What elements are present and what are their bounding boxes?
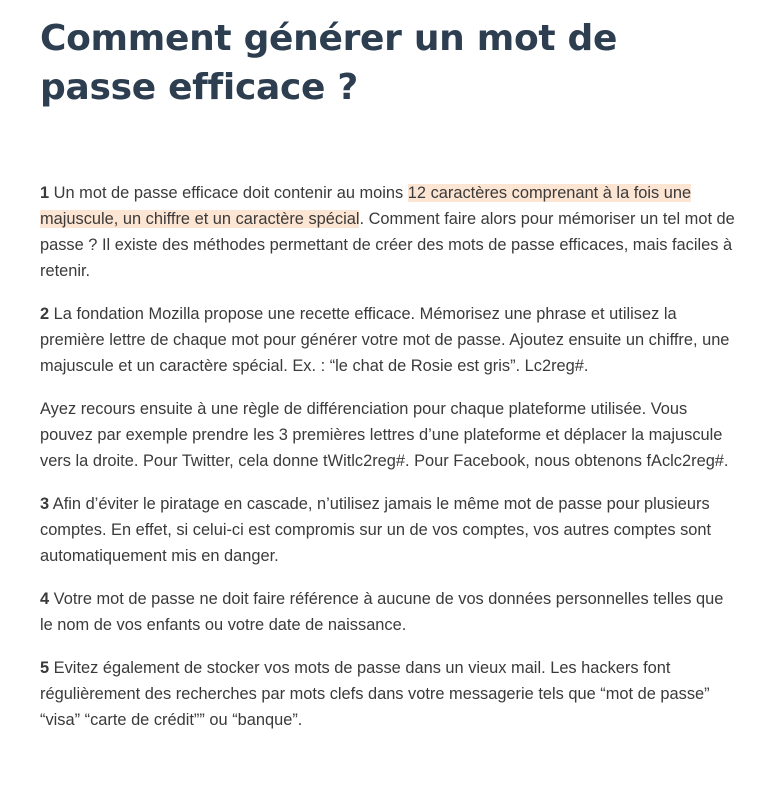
paragraph-number: 3 — [40, 495, 50, 513]
paragraph-5 — [40, 655, 740, 733]
paragraph-text: Evitez également de stocker vos mots de passe dans un vieux mail. Les hackers font régulièrement des recherches par mots clefs dans votre messagerie tels que “mot de passe” “visa” “carte de crédit”” ou “banque”. — [40, 659, 710, 729]
paragraph-text: Ayez recours ensuite à une règle de différenciation pour chaque plateforme utilisée. Vous pouvez par exemple prendre les 3 premières lettres d’une plateforme et déplacer la majuscule vers la droite. Pour Twitter, cela donne tWitlc2reg#. Pour Facebook, nous obtenons fAclc2reg#. — [40, 400, 729, 470]
paragraph-text: La fondation Mozilla propose une recette efficace. Mémorisez une phrase et utilisez la première lettre de chaque mot pour générer votre mot de passe. Ajoutez ensuite un chiffre, une majuscule et un caractère spécial. Ex. : “le chat de Rosie est gris”. Lc2reg#. — [40, 305, 730, 375]
paragraph-2-continued — [40, 396, 740, 474]
paragraph-text: Un mot de passe efficace doit contenir au moins — [49, 184, 408, 202]
highlighted-text: 12 caractères comprenant à la fois une majuscule, un chiffre et un caractère spécial — [40, 184, 692, 228]
paragraph-text: Votre mot de passe ne doit faire référence à aucune de vos données personnelles telles que le nom de vos enfants ou votre date de naissance. — [40, 590, 724, 634]
article-body — [40, 180, 740, 733]
paragraph-number: 4 — [40, 590, 50, 608]
paragraph-text: . Comment faire alors pour mémoriser un tel mot de passe ? Il existe des méthodes permettant de créer des mots de passe efficaces, mais faciles à retenir. — [40, 210, 735, 280]
paragraph-1 — [40, 180, 740, 284]
article-title: Comment générer un mot de passe efficace ? — [40, 18, 618, 108]
paragraph-number: 5 — [40, 659, 50, 677]
paragraph-2 — [40, 301, 740, 379]
paragraph-number: 1 — [40, 184, 50, 202]
paragraph-number: 2 — [40, 305, 50, 323]
paragraph-text: Afin d’éviter le piratage en cascade, n’utilisez jamais le même mot de passe pour plusieurs comptes. En effet, si celui-ci est compromis sur un de vos comptes, vos autres comptes sont automatiquement mis en danger. — [40, 495, 712, 565]
paragraph-3 — [40, 491, 740, 569]
paragraph-4 — [40, 586, 740, 638]
